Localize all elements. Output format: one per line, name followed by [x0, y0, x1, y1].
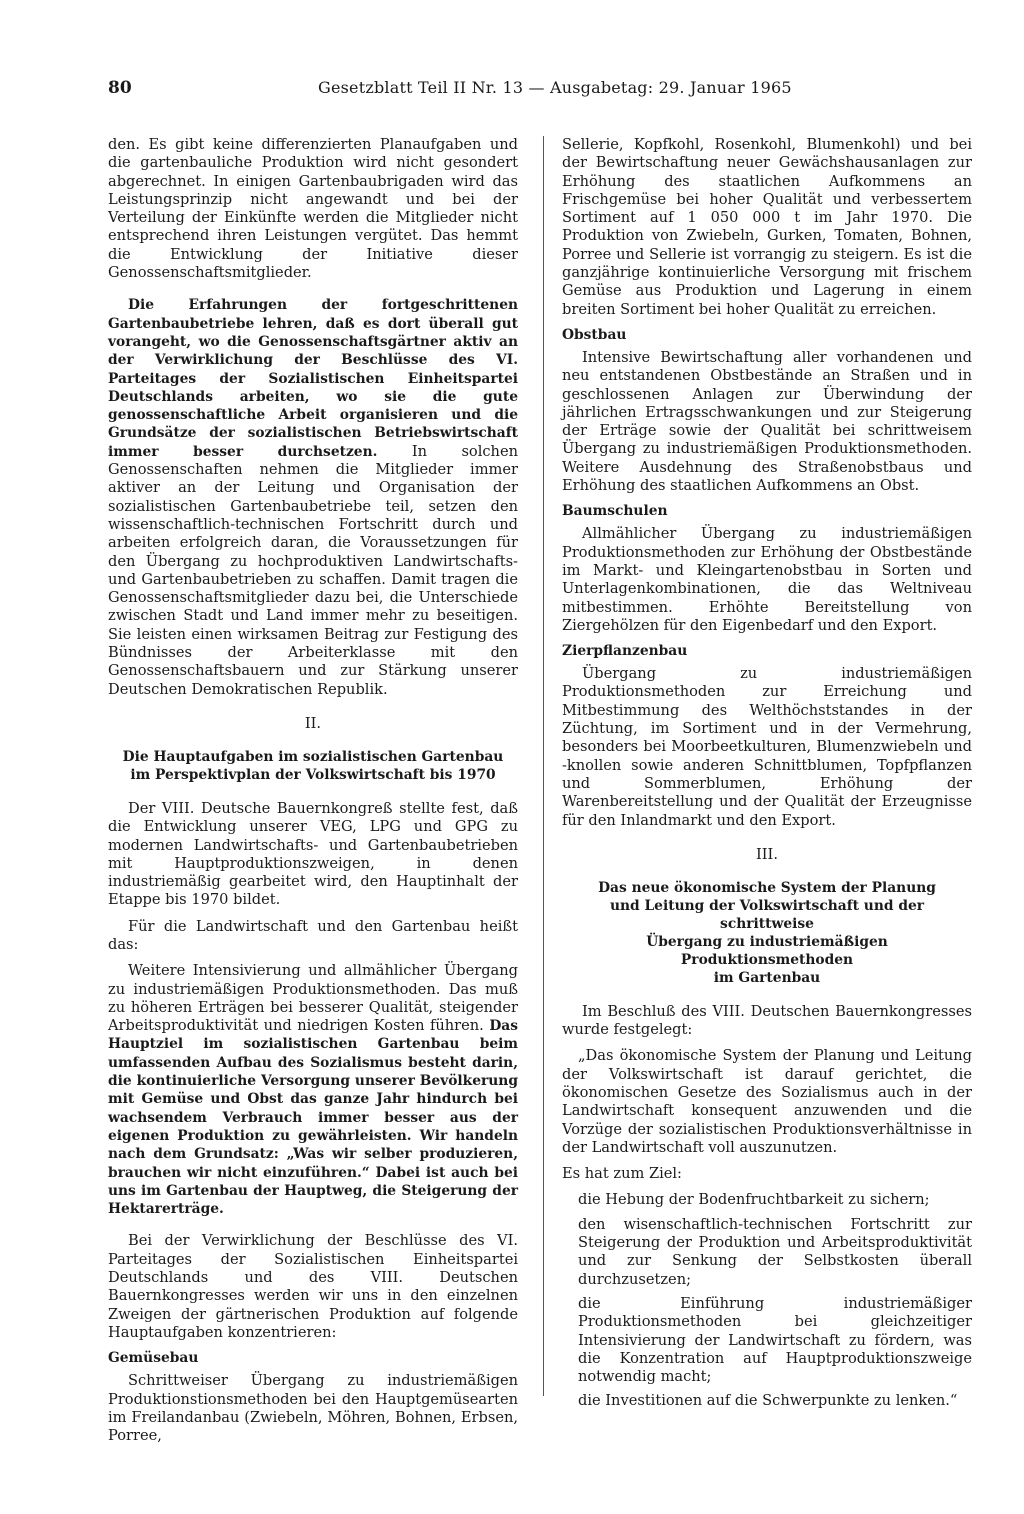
paragraph-text: Weitere Intensivierung und allmählicher Übergang zu industriemäßigen Produktionsmethoden. Das muß zu höheren Erträgen bei besserer Qualität, steigender Arbeitsproduktivität und niedrigen Kosten führen.	[108, 962, 518, 1035]
paragraph: Für die Landwirtschaft und den Gartenbau heißt das:	[108, 917, 518, 953]
column-divider	[543, 136, 544, 1396]
paragraph: Allmählicher Übergang zu industriemäßigen Produktionsmethoden zur Erhöhung der Obstbestände im Markt- und Kleingartenobstbau in Sorten und Unterlagenkombinationen, die das Weltniveau mitbestimmen. Erhöhte Bereitstellung von Ziergehölzen für den Eigenbedarf und den Export.	[562, 525, 972, 634]
paragraph	[108, 962, 518, 1218]
bold-text: Das Hauptziel im sozialistischen Gartenbau beim umfassenden Aufbau des Sozialismus besteht darin, die kontinuierliche Versorgung unserer Bevölkerung mit Gemüse und Obst das ganze Jahr hindurch bei wachsendem Verbrauch immer besser aus der eigenen Produktion zu gewährleisten. Wir handeln nach dem Grundsatz: „Was wir selber produzieren, brauchen wir nicht einzuführen.“ Dabei ist auch bei uns im Gartenbau der Hauptweg, die Steigerung der Hektarerträge.	[108, 1018, 518, 1218]
paragraph: Bei der Verwirklichung der Beschlüsse des VI. Parteitages der Sozialistischen Einheitspartei Deutschlands und des VIII. Deutschen Bauernkongresses werden wir uns in den einzelnen Zweigen der gärtnerischen Produktion auf folgende Hauptaufgaben konzentrieren:	[108, 1232, 518, 1341]
quote-paragraph: „Das ökonomische System der Planung und Leitung der Volkswirtschaft ist darauf gerichtet, die ökonomischen Gesetze des Sozialismus auch in der Landwirtschaft konsequent anzuwenden und die Vorzüge der sozialistischen Produktionsverhältnisse in der Landwirtschaft voll auszunutzen.	[562, 1047, 972, 1156]
paragraph: Übergang zu industriemäßigen Produktionsmethoden zur Erreichung und Mitbestimmung des Welthöchststandes in der Züchtung, im Sortiment und in der Vermehrung, besonders bei Moorbeetkulturen, Blumenzwiebeln und -knollen sowie anderen Schnittblumen, Topfpflanzen und Sommerblumen, Erhöhung der Warenbereitstellung und der Qualität der Erzeugnisse für den Inlandmarkt und den Export.	[562, 665, 972, 829]
paragraph: Im Beschluß des VIII. Deutschen Bauernkongresses wurde festgelegt:	[562, 1002, 972, 1039]
section-number: II.	[304, 714, 322, 732]
section-title-line: Übergang zu industriemäßigen Produktionsmethoden	[646, 933, 888, 968]
bold-text: Die Erfahrungen der fortgeschrittenen Gartenbaubetriebe lehren, daß es dort überall gut vorangeht, wo die Genossenschaftsgärtner aktiv an der Verwirklichung der Beschlüsse des VI. Parteitages der Sozialistischen Einheitspartei Deutschlands arbeiten, wo sie die gute genossenschaftliche Arbeit organisieren und die Grundsätze der sozialistischen Betriebswirtschaft immer besser durchsetzen.	[108, 297, 518, 460]
goal-list	[562, 1191, 972, 1410]
paragraph: Sellerie, Kopfkohl, Rosenkohl, Blumenkohl) und bei der Bewirtschaftung neuer Gewächshausanlagen zur Erhöhung des staatlichen Aufkommens an Frischgemüse bei hoher Qualität und verbessertem Sortiment auf 1 050 000 t im Jahr 1970. Die Produktion von Zwiebeln, Gurken, Tomaten, Bohnen, Porree und Sellerie ist vorrangig zu steigern. Es ist die ganzjährige kontinuierliche Versorgung mit frischem Gemüse aus Produktion und Lagerung in einem breiten Sortiment bei hoher Qualität zu erreichen.	[562, 136, 972, 318]
paragraph: Intensive Bewirtschaftung aller vorhandenen und neu entstandenen Obstbestände an Straßen und in geschlossenen Anlagen zur Überwindung der jährlichen Ertragsschwankungen und zur Steigerung der Erträge sowie der Qualität bei schrittweisem Übergang zu industriemäßigen Produktionsmethoden. Weitere Ausdehnung des Straßenobstbaus und Erhöhung des staatlichen Aufkommens an Obst.	[562, 348, 972, 495]
subheading-zierpflanzenbau: Zierpflanzenbau	[562, 643, 688, 660]
running-head: Gesetzblatt Teil II Nr. 13 — Ausgabetag: 29. Januar 1965	[318, 78, 792, 97]
section-title-line: Die Hauptaufgaben im sozialistischen Gartenbau	[122, 748, 504, 765]
paragraph: Es hat zum Ziel:	[562, 1165, 682, 1183]
paragraph-text: In solchen Genossenschaften nehmen die Mitglieder immer aktiver an der Leitung und Organisation der sozialistischen Gartenbaubetriebe teil, setzen den wissenschaftlich-technischen Fortschritt durch und arbeiten erfolgreich daran, die Voraussetzungen für den Übergang zu hochproduktiven Landwirtschafts- und Gartenbaubetrieben zu schaffen. Damit tragen die Genossenschaftsmitglieder dazu bei, die Unterschiede zwischen Stadt und Land immer mehr zu beseitigen. Sie leisten einen wirksamen Beitrag zur Festigung des Bündnisses der Arbeiterklasse mit den Genossenschaftsbauern und zur Stärkung unserer Deutschen Demokratischen Republik.	[108, 442, 518, 698]
paragraph	[108, 296, 518, 699]
right-column	[562, 136, 972, 1417]
section-title	[108, 748, 518, 784]
section-title-line: im Gartenbau	[713, 969, 821, 986]
section-number: III.	[756, 845, 778, 863]
section-title-line: im Perspektivplan der Volkswirtschaft bis 1970	[130, 766, 496, 783]
section-title-line: Das neue ökonomische System der Planung	[598, 879, 936, 896]
subheading-baumschulen: Baumschulen	[562, 503, 668, 520]
subheading-obstbau: Obstbau	[562, 326, 627, 343]
paragraph: Schrittweiser Übergang zu industriemäßigen Produktionstionsmethoden bei den Hauptgemüsearten im Freilandanbau (Zwiebeln, Möhren, Bohnen, Erbsen, Porree,	[108, 1372, 518, 1445]
section-title-line: und Leitung der Volkswirtschaft und der schrittweise	[609, 897, 925, 932]
paragraph: den. Es gibt keine differenzierten Planaufgaben und die gartenbauliche Produktion wird nicht gesondert abgerechnet. In einigen Gartenbaubrigaden wird das Leistungsprinzip nicht angewandt und bei der Verteilung der Einkünfte werden die Mitglieder nicht entsprechend ihren Leistungen vergütet. Das hemmt die Entwicklung der Initiative dieser Genossenschaftsmitglieder.	[108, 136, 518, 282]
list-item: den wisenschaftlich-technischen Fortschritt zur Steigerung der Produktion und Arbeitsproduktivität und zur Senkung der Selbstkosten überall durchzusetzen;	[578, 1215, 972, 1288]
page-header	[108, 78, 988, 104]
list-item: die Hebung der Bodenfruchtbarkeit zu sichern;	[578, 1191, 930, 1209]
paragraph: Der VIII. Deutsche Bauernkongreß stellte fest, daß die Entwicklung unserer VEG, LPG und GPG zu modernen Landwirtschafts- und Gartenbaubetrieben mit Hauptproduktionszweigen, in denen industriemäßig gearbeitet wird, den Hauptinhalt der Etappe bis 1970 bildet.	[108, 799, 518, 909]
section-title	[562, 879, 972, 987]
list-item: die Einführung industriemäßiger Produktionsmethoden bei gleichzeitiger Intensivierung der Landwirtschaft zu fördern, was die Konzentration auf Hauptproduktionszweige notwendig macht;	[578, 1294, 972, 1386]
list-item: die Investitionen auf die Schwerpunkte zu lenken.“	[578, 1392, 958, 1410]
page-number: 80	[108, 78, 132, 98]
subheading-gemuesebau: Gemüsebau	[108, 1350, 199, 1367]
left-column	[108, 136, 518, 1453]
